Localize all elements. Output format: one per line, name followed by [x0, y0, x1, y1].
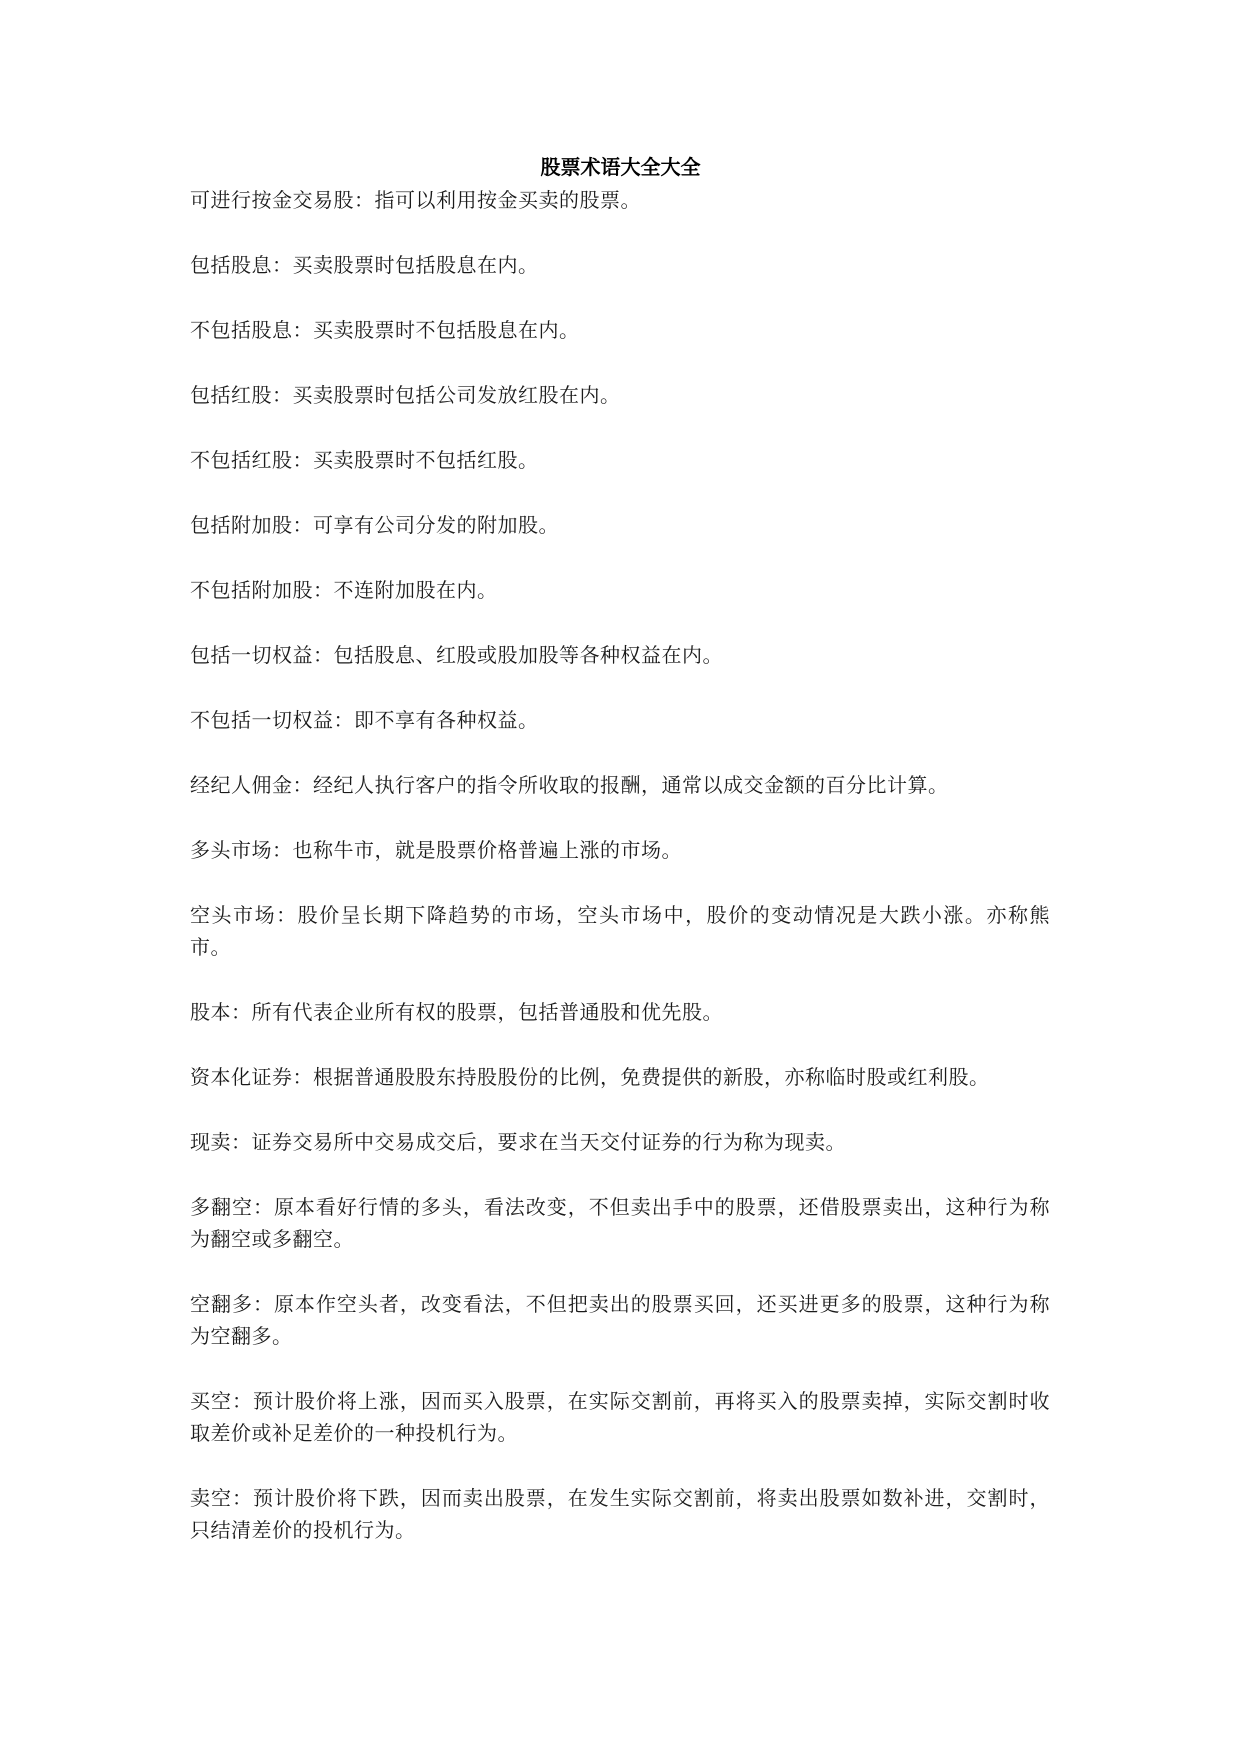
- document-body: [190, 184, 1050, 1579]
- term-entry: 现卖：证券交易所中交易成交后，要求在当天交付证券的行为称为现卖。: [190, 1130, 846, 1154]
- term-entry: 空翻多：原本作空头者，改变看法，不但把卖出的股票买回，还买进更多的股票，这种行为称为空翻多。: [190, 1292, 1050, 1348]
- term-entry: 多头市场：也称牛市，就是股票价格普遍上涨的市场。: [190, 838, 682, 862]
- term-entry: 不包括股息：买卖股票时不包括股息在内。: [190, 318, 580, 342]
- term-entry: 不包括一切权益：即不享有各种权益。: [190, 708, 539, 732]
- term-entry: 不包括红股：买卖股票时不包括红股。: [190, 448, 539, 472]
- term-entry: 多翻空：原本看好行情的多头，看法改变，不但卖出手中的股票，还借股票卖出，这种行为称为翻空或多翻空。: [190, 1195, 1050, 1251]
- term-entry: 可进行按金交易股：指可以利用按金买卖的股票。: [190, 188, 641, 212]
- term-entry: 资本化证券：根据普通股股东持股股份的比例，免费提供的新股，亦称临时股或红利股。: [190, 1065, 990, 1089]
- term-entry: 买空：预计股价将上涨，因而买入股票，在实际交割前，再将买入的股票卖掉，实际交割时收取差价或补足差价的一种投机行为。: [190, 1389, 1050, 1445]
- term-entry: 包括一切权益：包括股息、红股或股加股等各种权益在内。: [190, 643, 723, 667]
- term-entry: 空头市场：股价呈长期下降趋势的市场，空头市场中，股价的变动情况是大跌小涨。亦称熊市。: [190, 903, 1050, 959]
- term-entry: 包括附加股：可享有公司分发的附加股。: [190, 513, 559, 537]
- term-entry: 经纪人佣金：经纪人执行客户的指令所收取的报酬，通常以成交金额的百分比计算。: [190, 773, 949, 797]
- term-entry: 包括红股：买卖股票时包括公司发放红股在内。: [190, 383, 621, 407]
- term-entry: 包括股息：买卖股票时包括股息在内。: [190, 253, 539, 277]
- term-entry: 不包括附加股：不连附加股在内。: [190, 578, 498, 602]
- term-entry: 卖空：预计股价将下跌，因而卖出股票，在发生实际交割前，将卖出股票如数补进，交割时，只结清差价的投机行为。: [190, 1486, 1050, 1542]
- document-title: 股票术语大全大全: [540, 155, 701, 179]
- term-entry: 股本：所有代表企业所有权的股票，包括普通股和优先股。: [190, 1000, 723, 1024]
